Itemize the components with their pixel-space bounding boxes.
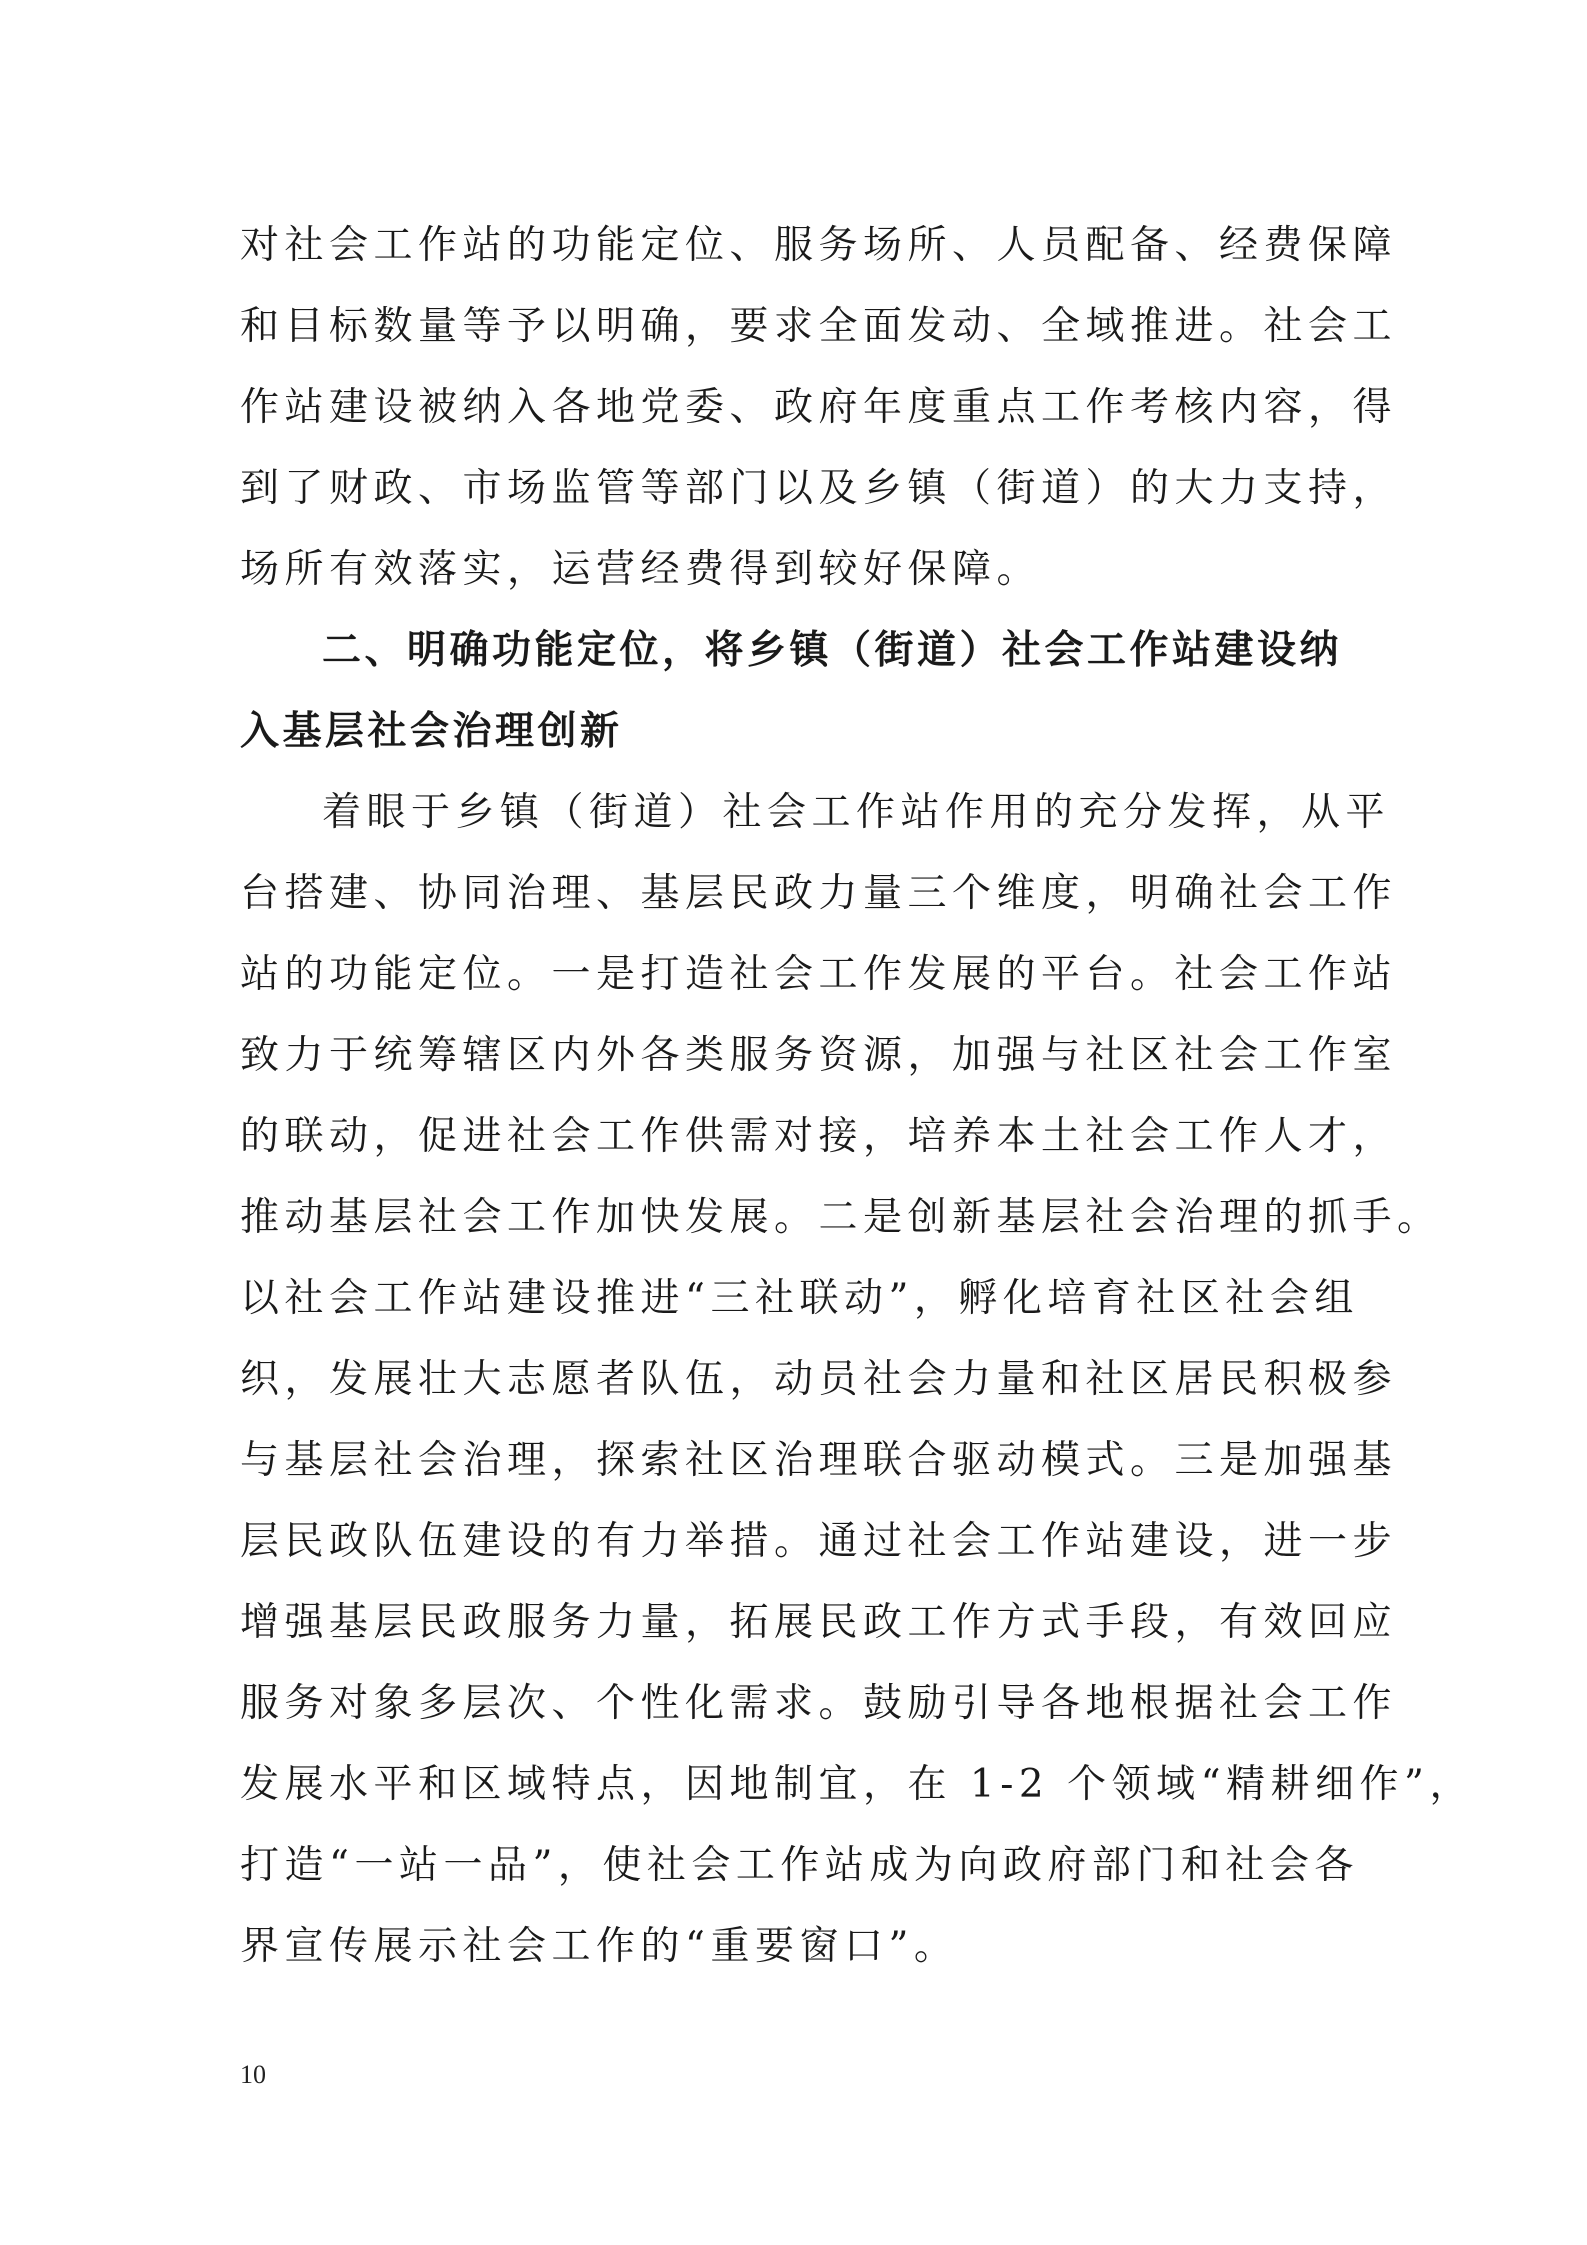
text-line: 台搭建、协同治理、基层民政力量三个维度，明确社会工作	[240, 871, 1398, 916]
text-line: 致力于统筹辖区内外各类服务资源，加强与社区社会工作室	[240, 1033, 1398, 1078]
text-line: 着眼于乡镇（街道）社会工作站作用的充分发挥，从平	[322, 790, 1391, 835]
text-line: 场所有效落实，运营经费得到较好保障。	[240, 547, 1042, 592]
text-line: 对社会工作站的功能定位、服务场所、人员配备、经费保障	[240, 223, 1398, 268]
text-line: 站的功能定位。一是打造社会工作发展的平台。社会工作站	[240, 952, 1398, 997]
text-line: 与基层社会治理，探索社区治理联合驱动模式。三是加强基	[240, 1438, 1398, 1483]
text-line: 界宣传展示社会工作的“重要窗口”。	[240, 1924, 959, 1969]
text-line: 推动基层社会工作加快发展。二是创新基层社会治理的抓手。	[240, 1195, 1442, 1240]
page-number: 10	[240, 2060, 266, 2089]
heading-line: 二、明确功能定位，将乡镇（街道）社会工作站建设纳	[322, 628, 1343, 673]
text-line: 到了财政、市场监管等部门以及乡镇（街道）的大力支持，	[240, 466, 1398, 511]
text-line: 增强基层民政服务力量，拓展民政工作方式手段，有效回应	[240, 1600, 1398, 1645]
text-line: 以社会工作站建设推进“三社联动”，孵化培育社区社会组	[240, 1276, 1359, 1321]
text-line: 层民政队伍建设的有力举措。通过社会工作站建设，进一步	[240, 1519, 1398, 1564]
body-paragraph-2	[240, 772, 1474, 1987]
body-paragraph-1	[240, 205, 1398, 610]
text-line: 发展水平和区域特点，因地制宜，在 1-2 个领域“精耕细作”，	[240, 1762, 1474, 1807]
heading-line: 入基层社会治理创新	[240, 709, 623, 754]
document-body	[240, 205, 1474, 1987]
text-line: 打造“一站一品”，使社会工作站成为向政府部门和社会各	[240, 1843, 1359, 1888]
text-line: 织，发展壮大志愿者队伍，动员社会力量和社区居民积极参	[240, 1357, 1398, 1402]
text-line: 服务对象多层次、个性化需求。鼓励引导各地根据社会工作	[240, 1681, 1398, 1726]
text-line: 和目标数量等予以明确，要求全面发动、全域推进。社会工	[240, 304, 1398, 349]
text-line: 作站建设被纳入各地党委、政府年度重点工作考核内容，得	[240, 385, 1398, 430]
text-line: 的联动，促进社会工作供需对接，培养本土社会工作人才，	[240, 1114, 1398, 1159]
section-heading	[240, 610, 1370, 772]
